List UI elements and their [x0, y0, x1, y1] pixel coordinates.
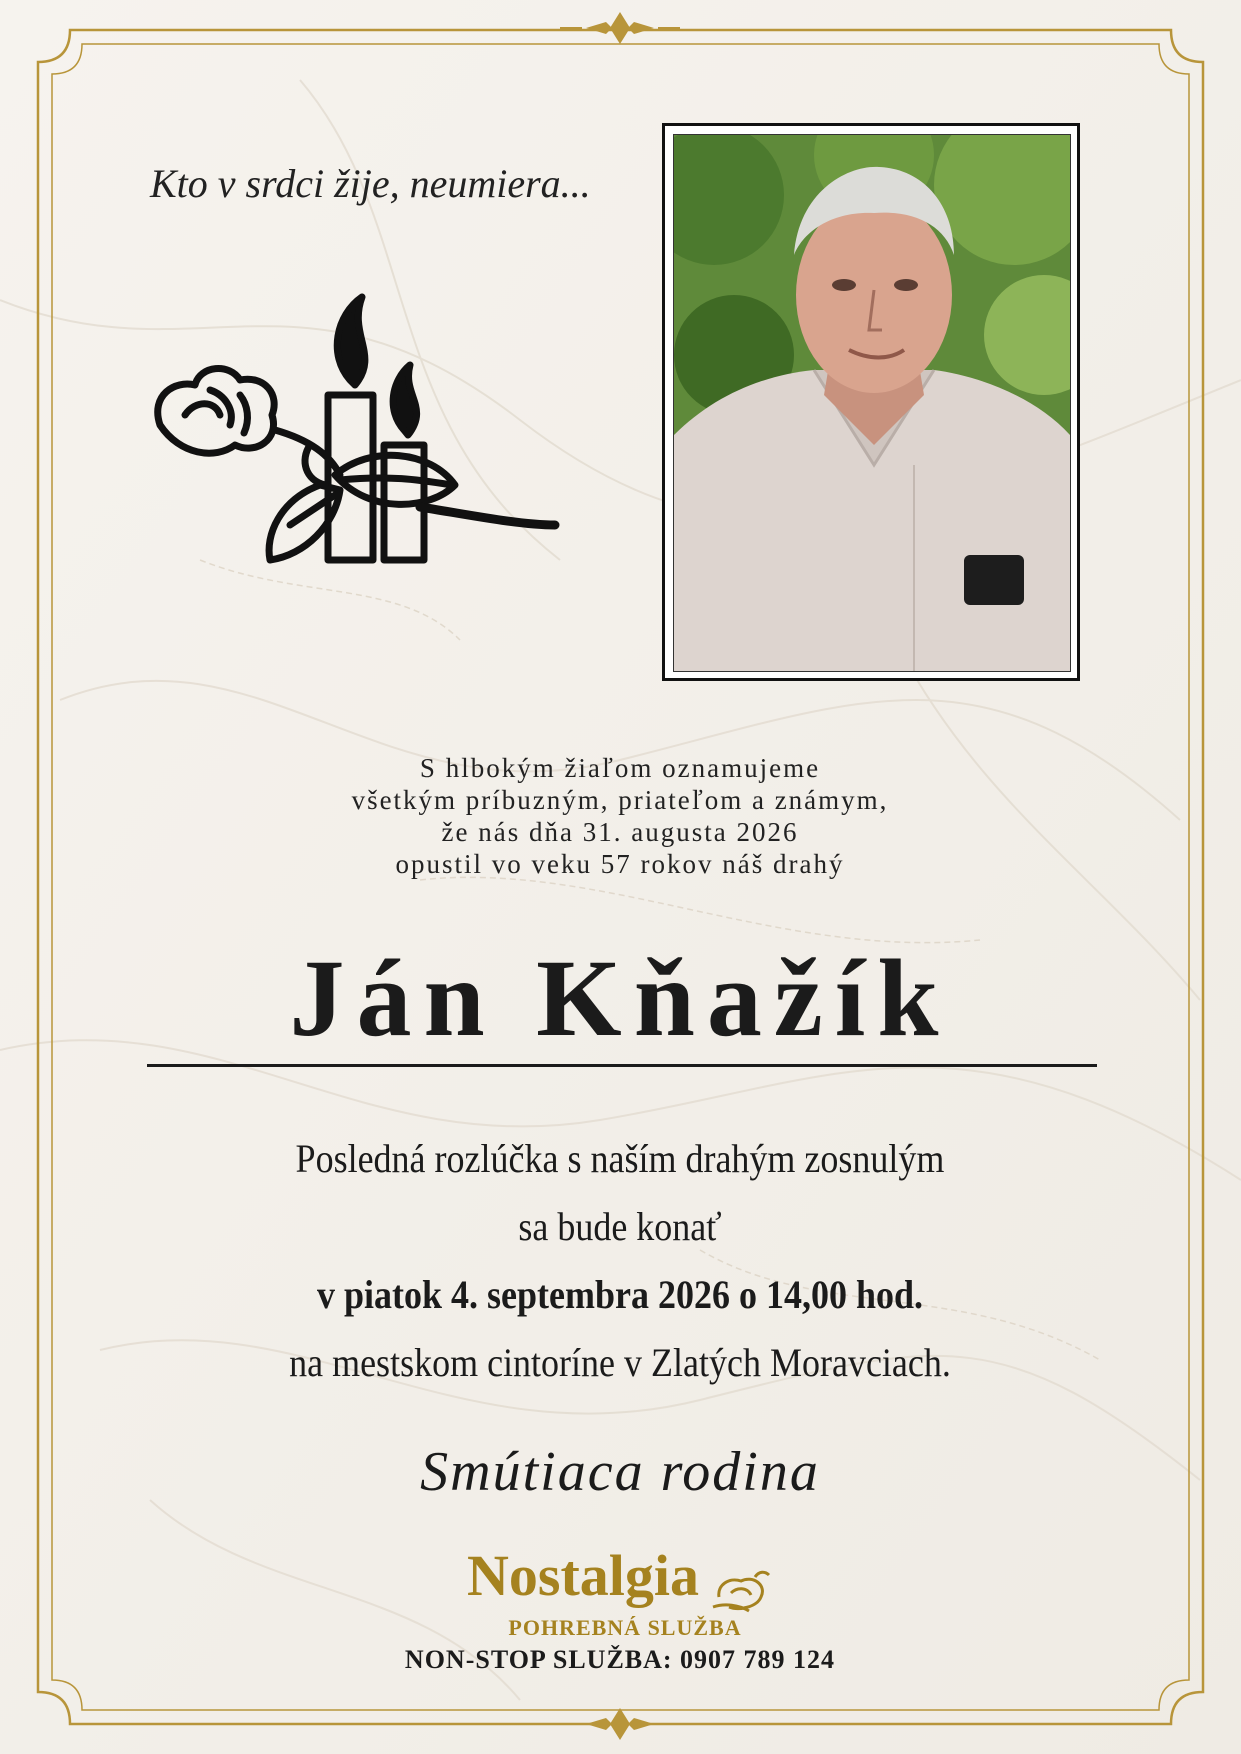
ceremony-location: na mestskom cintoríne v Zlatých Moravciach.: [289, 1340, 951, 1385]
signoff: Smútiaca rodina: [420, 1441, 820, 1503]
ceremony-line: Posledná rozlúčka s naším drahým zosnulým: [295, 1136, 945, 1181]
candles-and-rose-icon: [140, 285, 620, 630]
brand-subtitle: POHREBNÁ SLUŽBA: [508, 1615, 742, 1641]
ceremony-details: [188, 1125, 1052, 1397]
portrait-photo: [673, 134, 1071, 672]
announcement-line: opustil vo veku 57 rokov náš drahý: [395, 849, 845, 879]
rose-logo-icon: [709, 1567, 773, 1615]
portrait-frame: [662, 123, 1080, 681]
funeral-service-logo: [300, 1545, 940, 1641]
deceased-name: Ján Kňažík: [289, 937, 951, 1059]
announcement-line: všetkým príbuzným, priateľom a známym,: [351, 785, 889, 815]
announcement-line: že nás dňa 31. augusta 2026: [441, 817, 799, 847]
announcement-line: S hlbokým žiaľom oznamujeme: [419, 753, 821, 783]
ceremony-date-time: v piatok 4. septembra 2026 o 14,00 hod.: [316, 1272, 924, 1317]
ceremony-line: sa bude konať: [518, 1204, 722, 1249]
brand-name: Nostalgia: [467, 1543, 699, 1608]
contact-phone: NON-STOP SLUŽBA: 0907 789 124: [404, 1645, 836, 1674]
motto-text: Kto v srdci žije, neumiera...: [150, 161, 591, 206]
announcement-text: [170, 752, 1070, 880]
divider: [147, 1064, 1097, 1067]
